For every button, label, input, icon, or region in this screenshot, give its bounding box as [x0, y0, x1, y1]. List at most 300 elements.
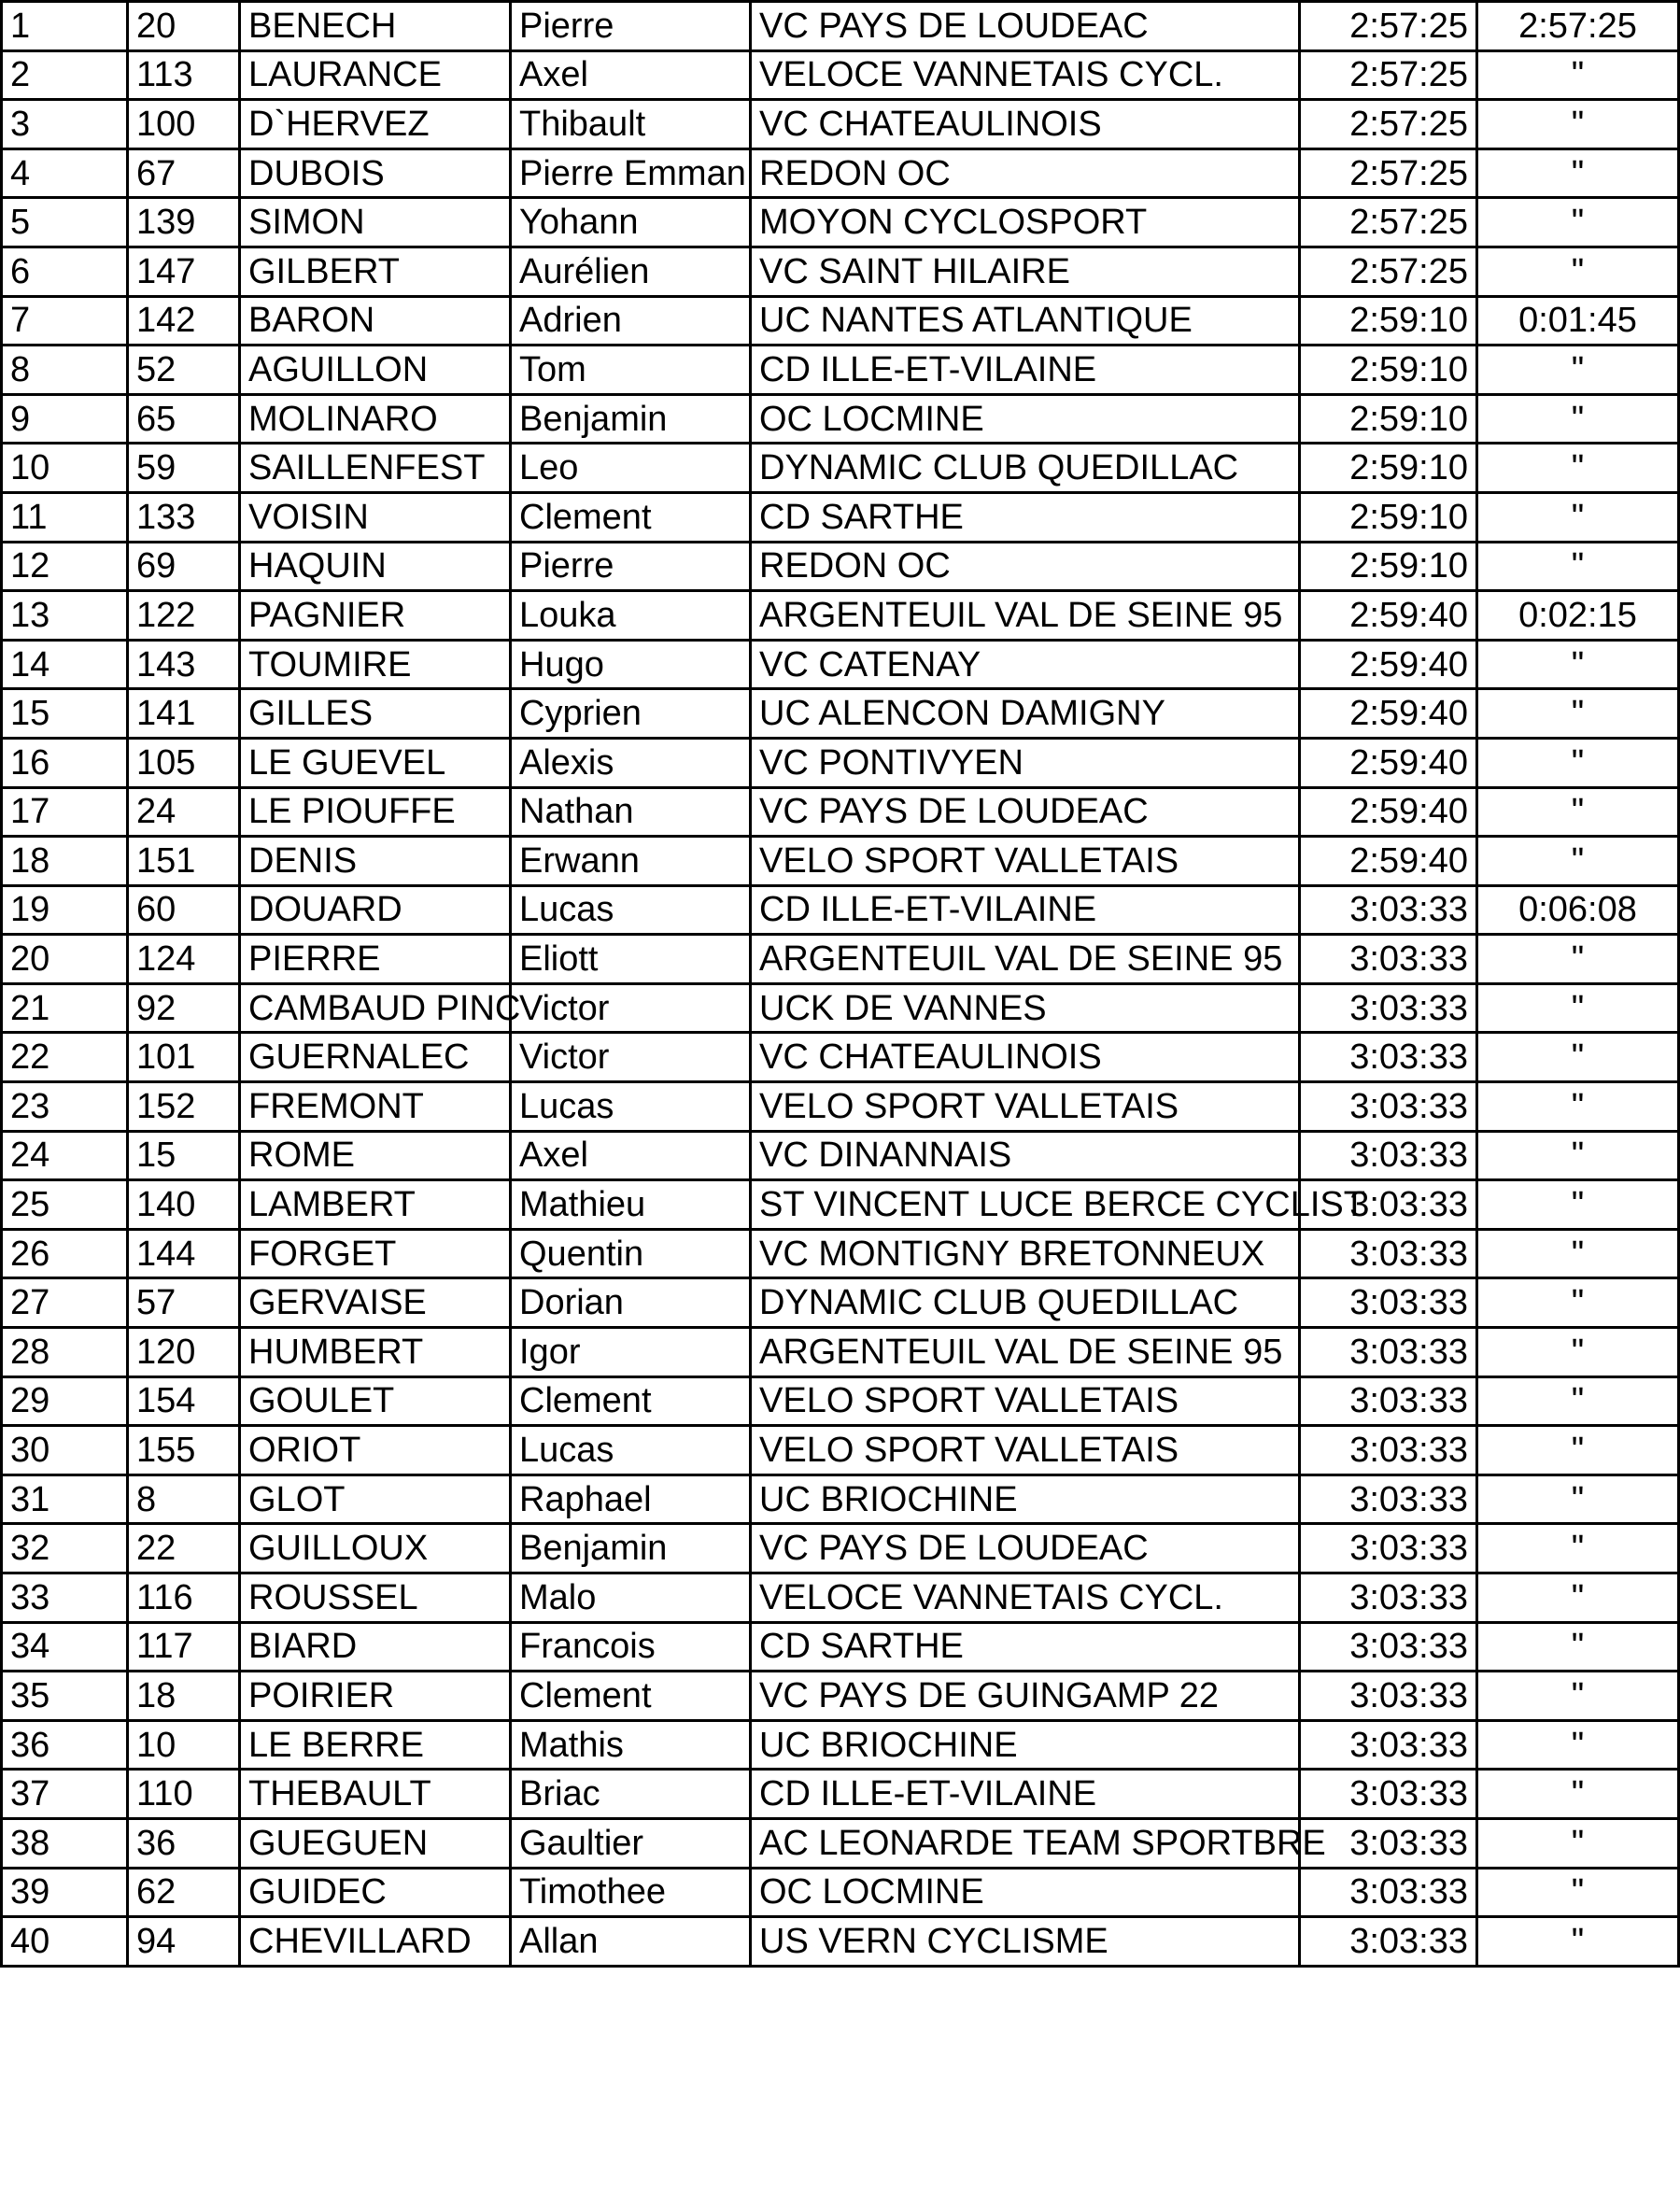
time-cell: 2:59:10	[1300, 394, 1477, 444]
club-cell: CD SARTHE	[751, 492, 1300, 542]
last-name-cell: GERVAISE	[240, 1278, 511, 1328]
table-row	[2, 1426, 1679, 1475]
rank-cell: 25	[2, 1180, 128, 1230]
first-name-cell: Alexis	[511, 738, 751, 787]
rank-cell: 16	[2, 738, 128, 787]
table-row	[2, 1082, 1679, 1132]
time-cell: 2:57:25	[1300, 198, 1477, 247]
bib-cell: 22	[128, 1524, 240, 1573]
time-cell: 2:59:40	[1300, 640, 1477, 689]
club-cell: UC BRIOCHINE	[751, 1474, 1300, 1524]
club-cell: ST VINCENT LUCE BERCE CYCLIST	[751, 1180, 1300, 1230]
table-row	[2, 983, 1679, 1033]
club-cell: OC LOCMINE	[751, 394, 1300, 444]
time-cell: 2:57:25	[1300, 50, 1477, 100]
last-name-cell: GUIDEC	[240, 1868, 511, 1917]
table-row	[2, 1672, 1679, 1721]
gap-cell: "	[1477, 1278, 1679, 1328]
table-row	[2, 837, 1679, 886]
bib-cell: 151	[128, 837, 240, 886]
last-name-cell: LAURANCE	[240, 50, 511, 100]
club-cell: VELOCE VANNETAIS CYCL.	[751, 1573, 1300, 1623]
first-name-cell: Benjamin	[511, 394, 751, 444]
last-name-cell: HUMBERT	[240, 1328, 511, 1377]
rank-cell: 36	[2, 1720, 128, 1770]
bib-cell: 94	[128, 1917, 240, 1967]
table-row	[2, 2, 1679, 51]
gap-cell: 2:57:25	[1477, 2, 1679, 51]
bib-cell: 141	[128, 689, 240, 739]
club-cell: REDON OC	[751, 148, 1300, 198]
first-name-cell: Lucas	[511, 1426, 751, 1475]
first-name-cell: Mathis	[511, 1720, 751, 1770]
gap-cell: "	[1477, 1672, 1679, 1721]
table-row	[2, 444, 1679, 493]
last-name-cell: GUILLOUX	[240, 1524, 511, 1573]
club-cell: REDON OC	[751, 542, 1300, 591]
first-name-cell: Thibault	[511, 100, 751, 149]
time-cell: 3:03:33	[1300, 1229, 1477, 1278]
bib-cell: 154	[128, 1376, 240, 1426]
rank-cell: 6	[2, 247, 128, 296]
bib-cell: 152	[128, 1082, 240, 1132]
table-row	[2, 1131, 1679, 1180]
rank-cell: 12	[2, 542, 128, 591]
last-name-cell: DUBOIS	[240, 148, 511, 198]
gap-cell: "	[1477, 394, 1679, 444]
first-name-cell: Pierre	[511, 2, 751, 51]
gap-cell: "	[1477, 1229, 1679, 1278]
gap-cell: "	[1477, 1720, 1679, 1770]
club-cell: ARGENTEUIL VAL DE SEINE 95	[751, 935, 1300, 984]
gap-cell: "	[1477, 640, 1679, 689]
rank-cell: 24	[2, 1131, 128, 1180]
table-row	[2, 1328, 1679, 1377]
bib-cell: 67	[128, 148, 240, 198]
club-cell: VC SAINT HILAIRE	[751, 247, 1300, 296]
gap-cell: "	[1477, 1524, 1679, 1573]
time-cell: 2:57:25	[1300, 247, 1477, 296]
bib-cell: 105	[128, 738, 240, 787]
bib-cell: 139	[128, 198, 240, 247]
club-cell: VELOCE VANNETAIS CYCL.	[751, 50, 1300, 100]
time-cell: 3:03:33	[1300, 1328, 1477, 1377]
gap-cell: "	[1477, 346, 1679, 395]
first-name-cell: Clement	[511, 492, 751, 542]
club-cell: VC CHATEAULINOIS	[751, 100, 1300, 149]
last-name-cell: PAGNIER	[240, 591, 511, 641]
bib-cell: 24	[128, 787, 240, 837]
bib-cell: 133	[128, 492, 240, 542]
first-name-cell: Cyprien	[511, 689, 751, 739]
table-row	[2, 148, 1679, 198]
club-cell: VC CHATEAULINOIS	[751, 1033, 1300, 1082]
club-cell: VC DINANNAIS	[751, 1131, 1300, 1180]
rank-cell: 9	[2, 394, 128, 444]
time-cell: 3:03:33	[1300, 1033, 1477, 1082]
rank-cell: 28	[2, 1328, 128, 1377]
results-rows	[2, 2, 1679, 1967]
club-cell: VC PAYS DE LOUDEAC	[751, 1524, 1300, 1573]
last-name-cell: SAILLENFEST	[240, 444, 511, 493]
rank-cell: 31	[2, 1474, 128, 1524]
time-cell: 2:57:25	[1300, 100, 1477, 149]
club-cell: US VERN CYCLISME	[751, 1917, 1300, 1967]
club-cell: VC MONTIGNY BRETONNEUX	[751, 1229, 1300, 1278]
last-name-cell: TOUMIRE	[240, 640, 511, 689]
time-cell: 2:59:10	[1300, 296, 1477, 346]
rank-cell: 23	[2, 1082, 128, 1132]
bib-cell: 62	[128, 1868, 240, 1917]
last-name-cell: LAMBERT	[240, 1180, 511, 1230]
club-cell: UC NANTES ATLANTIQUE	[751, 296, 1300, 346]
rank-cell: 17	[2, 787, 128, 837]
rank-cell: 3	[2, 100, 128, 149]
first-name-cell: Briac	[511, 1770, 751, 1819]
rank-cell: 29	[2, 1376, 128, 1426]
time-cell: 3:03:33	[1300, 1770, 1477, 1819]
rank-cell: 22	[2, 1033, 128, 1082]
gap-cell: "	[1477, 689, 1679, 739]
table-row	[2, 1474, 1679, 1524]
rank-cell: 8	[2, 346, 128, 395]
first-name-cell: Victor	[511, 983, 751, 1033]
last-name-cell: FORGET	[240, 1229, 511, 1278]
club-cell: VELO SPORT VALLETAIS	[751, 837, 1300, 886]
club-cell: DYNAMIC CLUB QUEDILLAC	[751, 1278, 1300, 1328]
time-cell: 3:03:33	[1300, 1131, 1477, 1180]
rank-cell: 20	[2, 935, 128, 984]
last-name-cell: GUEGUEN	[240, 1818, 511, 1868]
last-name-cell: BARON	[240, 296, 511, 346]
gap-cell: "	[1477, 1082, 1679, 1132]
table-row	[2, 640, 1679, 689]
first-name-cell: Yohann	[511, 198, 751, 247]
last-name-cell: LE GUEVEL	[240, 738, 511, 787]
first-name-cell: Benjamin	[511, 1524, 751, 1573]
gap-cell: "	[1477, 837, 1679, 886]
club-cell: VC PAYS DE LOUDEAC	[751, 2, 1300, 51]
table-row	[2, 787, 1679, 837]
last-name-cell: GUERNALEC	[240, 1033, 511, 1082]
table-row	[2, 1180, 1679, 1230]
bib-cell: 143	[128, 640, 240, 689]
rank-cell: 11	[2, 492, 128, 542]
time-cell: 3:03:33	[1300, 1818, 1477, 1868]
bib-cell: 8	[128, 1474, 240, 1524]
club-cell: ARGENTEUIL VAL DE SEINE 95	[751, 591, 1300, 641]
last-name-cell: LE BERRE	[240, 1720, 511, 1770]
table-row	[2, 1868, 1679, 1917]
last-name-cell: POIRIER	[240, 1672, 511, 1721]
table-row	[2, 1622, 1679, 1672]
time-cell: 3:03:33	[1300, 1720, 1477, 1770]
time-cell: 3:03:33	[1300, 1672, 1477, 1721]
bib-cell: 92	[128, 983, 240, 1033]
bib-cell: 100	[128, 100, 240, 149]
club-cell: VC PONTIVYEN	[751, 738, 1300, 787]
first-name-cell: Raphael	[511, 1474, 751, 1524]
rank-cell: 38	[2, 1818, 128, 1868]
first-name-cell: Clement	[511, 1376, 751, 1426]
bib-cell: 60	[128, 885, 240, 935]
gap-cell: "	[1477, 1376, 1679, 1426]
bib-cell: 120	[128, 1328, 240, 1377]
last-name-cell: CAMBAUD PINC	[240, 983, 511, 1033]
gap-cell: "	[1477, 50, 1679, 100]
table-row	[2, 935, 1679, 984]
first-name-cell: Malo	[511, 1573, 751, 1623]
gap-cell: "	[1477, 100, 1679, 149]
rank-cell: 35	[2, 1672, 128, 1721]
last-name-cell: DOUARD	[240, 885, 511, 935]
rank-cell: 1	[2, 2, 128, 51]
gap-cell: "	[1477, 935, 1679, 984]
first-name-cell: Tom	[511, 346, 751, 395]
table-row	[2, 591, 1679, 641]
table-row	[2, 1573, 1679, 1623]
table-row	[2, 1770, 1679, 1819]
table-row	[2, 492, 1679, 542]
rank-cell: 32	[2, 1524, 128, 1573]
first-name-cell: Clement	[511, 1672, 751, 1721]
time-cell: 2:59:10	[1300, 346, 1477, 395]
rank-cell: 26	[2, 1229, 128, 1278]
first-name-cell: Mathieu	[511, 1180, 751, 1230]
table-row	[2, 1376, 1679, 1426]
table-row	[2, 542, 1679, 591]
first-name-cell: Pierre Emman	[511, 148, 751, 198]
gap-cell: "	[1477, 492, 1679, 542]
bib-cell: 113	[128, 50, 240, 100]
rank-cell: 15	[2, 689, 128, 739]
rank-cell: 39	[2, 1868, 128, 1917]
last-name-cell: GILBERT	[240, 247, 511, 296]
club-cell: VC PAYS DE GUINGAMP 22	[751, 1672, 1300, 1721]
rank-cell: 27	[2, 1278, 128, 1328]
time-cell: 3:03:33	[1300, 1868, 1477, 1917]
table-row	[2, 1818, 1679, 1868]
first-name-cell: Eliott	[511, 935, 751, 984]
first-name-cell: Lucas	[511, 885, 751, 935]
bib-cell: 18	[128, 1672, 240, 1721]
gap-cell: 0:02:15	[1477, 591, 1679, 641]
gap-cell: "	[1477, 247, 1679, 296]
time-cell: 3:03:33	[1300, 1573, 1477, 1623]
gap-cell: "	[1477, 1131, 1679, 1180]
gap-cell: "	[1477, 444, 1679, 493]
table-row	[2, 885, 1679, 935]
club-cell: MOYON CYCLOSPORT	[751, 198, 1300, 247]
bib-cell: 140	[128, 1180, 240, 1230]
rank-cell: 34	[2, 1622, 128, 1672]
gap-cell: "	[1477, 1033, 1679, 1082]
bib-cell: 116	[128, 1573, 240, 1623]
first-name-cell: Hugo	[511, 640, 751, 689]
bib-cell: 52	[128, 346, 240, 395]
first-name-cell: Axel	[511, 50, 751, 100]
club-cell: VC CATENAY	[751, 640, 1300, 689]
gap-cell: "	[1477, 1868, 1679, 1917]
bib-cell: 144	[128, 1229, 240, 1278]
rank-cell: 37	[2, 1770, 128, 1819]
club-cell: UC ALENCON DAMIGNY	[751, 689, 1300, 739]
club-cell: DYNAMIC CLUB QUEDILLAC	[751, 444, 1300, 493]
rank-cell: 13	[2, 591, 128, 641]
first-name-cell: Gaultier	[511, 1818, 751, 1868]
table-row	[2, 1033, 1679, 1082]
club-cell: VC PAYS DE LOUDEAC	[751, 787, 1300, 837]
table-row	[2, 1720, 1679, 1770]
time-cell: 3:03:33	[1300, 885, 1477, 935]
gap-cell: 0:01:45	[1477, 296, 1679, 346]
last-name-cell: MOLINARO	[240, 394, 511, 444]
bib-cell: 20	[128, 2, 240, 51]
gap-cell: "	[1477, 1573, 1679, 1623]
last-name-cell: D`HERVEZ	[240, 100, 511, 149]
gap-cell: "	[1477, 1474, 1679, 1524]
rank-cell: 33	[2, 1573, 128, 1623]
gap-cell: "	[1477, 787, 1679, 837]
gap-cell: "	[1477, 738, 1679, 787]
gap-cell: 0:06:08	[1477, 885, 1679, 935]
gap-cell: "	[1477, 1770, 1679, 1819]
first-name-cell: Timothee	[511, 1868, 751, 1917]
time-cell: 2:59:10	[1300, 542, 1477, 591]
bib-cell: 101	[128, 1033, 240, 1082]
table-row	[2, 346, 1679, 395]
last-name-cell: AGUILLON	[240, 346, 511, 395]
table-row	[2, 198, 1679, 247]
club-cell: UC BRIOCHINE	[751, 1720, 1300, 1770]
time-cell: 3:03:33	[1300, 1426, 1477, 1475]
time-cell: 3:03:33	[1300, 1376, 1477, 1426]
bib-cell: 142	[128, 296, 240, 346]
bib-cell: 59	[128, 444, 240, 493]
bib-cell: 122	[128, 591, 240, 641]
rank-cell: 14	[2, 640, 128, 689]
bib-cell: 110	[128, 1770, 240, 1819]
first-name-cell: Louka	[511, 591, 751, 641]
gap-cell: "	[1477, 1622, 1679, 1672]
club-cell: AC LEONARDE TEAM SPORTBRE	[751, 1818, 1300, 1868]
last-name-cell: LE PIOUFFE	[240, 787, 511, 837]
club-cell: UCK DE VANNES	[751, 983, 1300, 1033]
gap-cell: "	[1477, 198, 1679, 247]
time-cell: 3:03:33	[1300, 935, 1477, 984]
time-cell: 2:57:25	[1300, 148, 1477, 198]
first-name-cell: Adrien	[511, 296, 751, 346]
table-row	[2, 1278, 1679, 1328]
table-row	[2, 1524, 1679, 1573]
table-row	[2, 50, 1679, 100]
table-row	[2, 394, 1679, 444]
gap-cell: "	[1477, 1180, 1679, 1230]
last-name-cell: PIERRE	[240, 935, 511, 984]
last-name-cell: VOISIN	[240, 492, 511, 542]
last-name-cell: HAQUIN	[240, 542, 511, 591]
first-name-cell: Leo	[511, 444, 751, 493]
last-name-cell: BIARD	[240, 1622, 511, 1672]
rank-cell: 21	[2, 983, 128, 1033]
bib-cell: 155	[128, 1426, 240, 1475]
first-name-cell: Dorian	[511, 1278, 751, 1328]
time-cell: 2:59:40	[1300, 689, 1477, 739]
first-name-cell: Victor	[511, 1033, 751, 1082]
rank-cell: 5	[2, 198, 128, 247]
rank-cell: 19	[2, 885, 128, 935]
first-name-cell: Aurélien	[511, 247, 751, 296]
table-row	[2, 738, 1679, 787]
time-cell: 2:57:25	[1300, 2, 1477, 51]
time-cell: 3:03:33	[1300, 1524, 1477, 1573]
last-name-cell: DENIS	[240, 837, 511, 886]
club-cell: OC LOCMINE	[751, 1868, 1300, 1917]
table-row	[2, 100, 1679, 149]
rank-cell: 40	[2, 1917, 128, 1967]
rank-cell: 18	[2, 837, 128, 886]
last-name-cell: SIMON	[240, 198, 511, 247]
first-name-cell: Lucas	[511, 1082, 751, 1132]
first-name-cell: Axel	[511, 1131, 751, 1180]
bib-cell: 117	[128, 1622, 240, 1672]
last-name-cell: FREMONT	[240, 1082, 511, 1132]
bib-cell: 124	[128, 935, 240, 984]
gap-cell: "	[1477, 983, 1679, 1033]
first-name-cell: Igor	[511, 1328, 751, 1377]
first-name-cell: Erwann	[511, 837, 751, 886]
first-name-cell: Quentin	[511, 1229, 751, 1278]
club-cell: CD SARTHE	[751, 1622, 1300, 1672]
gap-cell: "	[1477, 542, 1679, 591]
club-cell: CD ILLE-ET-VILAINE	[751, 1770, 1300, 1819]
first-name-cell: Allan	[511, 1917, 751, 1967]
club-cell: VELO SPORT VALLETAIS	[751, 1376, 1300, 1426]
last-name-cell: ORIOT	[240, 1426, 511, 1475]
time-cell: 2:59:10	[1300, 444, 1477, 493]
last-name-cell: THEBAULT	[240, 1770, 511, 1819]
bib-cell: 57	[128, 1278, 240, 1328]
last-name-cell: CHEVILLARD	[240, 1917, 511, 1967]
club-cell: VELO SPORT VALLETAIS	[751, 1082, 1300, 1132]
bib-cell: 15	[128, 1131, 240, 1180]
rank-cell: 10	[2, 444, 128, 493]
table-row	[2, 296, 1679, 346]
table-row	[2, 247, 1679, 296]
club-cell: CD ILLE-ET-VILAINE	[751, 885, 1300, 935]
rank-cell: 30	[2, 1426, 128, 1475]
club-cell: VELO SPORT VALLETAIS	[751, 1426, 1300, 1475]
last-name-cell: GLOT	[240, 1474, 511, 1524]
time-cell: 2:59:40	[1300, 591, 1477, 641]
time-cell: 3:03:33	[1300, 1622, 1477, 1672]
time-cell: 2:59:40	[1300, 738, 1477, 787]
rank-cell: 2	[2, 50, 128, 100]
time-cell: 2:59:40	[1300, 787, 1477, 837]
time-cell: 2:59:40	[1300, 837, 1477, 886]
last-name-cell: BENECH	[240, 2, 511, 51]
rank-cell: 4	[2, 148, 128, 198]
time-cell: 3:03:33	[1300, 1474, 1477, 1524]
bib-cell: 147	[128, 247, 240, 296]
gap-cell: "	[1477, 1917, 1679, 1967]
time-cell: 3:03:33	[1300, 1180, 1477, 1230]
gap-cell: "	[1477, 1328, 1679, 1377]
club-cell: ARGENTEUIL VAL DE SEINE 95	[751, 1328, 1300, 1377]
bib-cell: 65	[128, 394, 240, 444]
table-row	[2, 1229, 1679, 1278]
time-cell: 3:03:33	[1300, 1082, 1477, 1132]
